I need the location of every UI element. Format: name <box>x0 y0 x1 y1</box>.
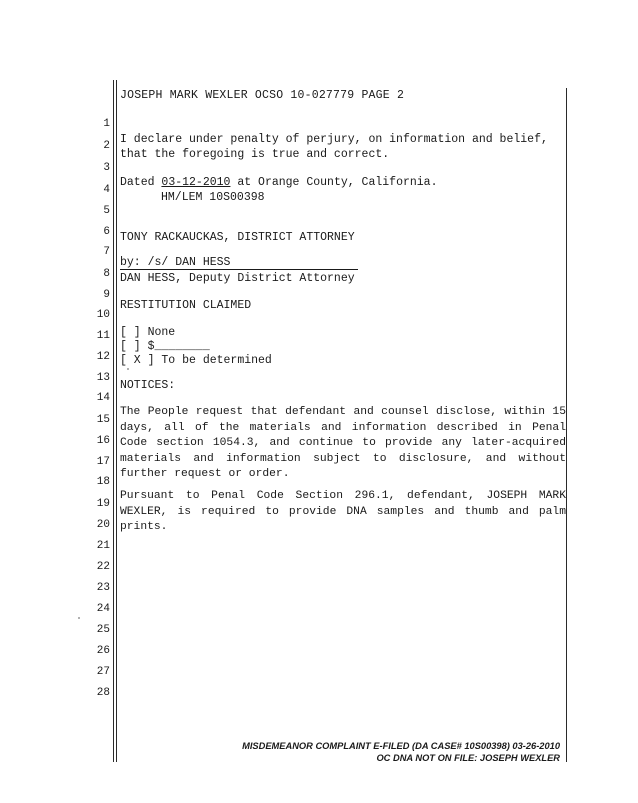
signature-line <box>120 269 358 270</box>
line-number: 7 <box>103 246 110 258</box>
footer-filing-line: MISDEMEANOR COMPLAINT E-FILED (DA CASE# 10S00398) 03-26-2010 <box>242 741 560 751</box>
dated-date: 03-12-2010 <box>161 176 231 189</box>
line-number: 26 <box>96 645 110 657</box>
scan-speck <box>78 617 80 619</box>
line-number: 14 <box>96 392 110 404</box>
line-number: 23 <box>96 582 110 594</box>
dated-suffix: at Orange County, California. <box>230 176 438 189</box>
line-number: 25 <box>96 624 110 636</box>
line-number: 11 <box>96 330 110 342</box>
line-number: 13 <box>96 372 110 384</box>
line-number: 16 <box>96 435 110 447</box>
footer-dna-line: OC DNA NOT ON FILE: JOSEPH WEXLER <box>376 753 560 763</box>
line-number: 15 <box>96 414 110 426</box>
line-number: 9 <box>103 289 110 301</box>
notices-heading: NOTICES: <box>120 379 176 392</box>
line-number: 8 <box>103 268 110 280</box>
line-number: 20 <box>96 519 110 531</box>
restitution-option-amount: [ ] $________ <box>120 340 210 353</box>
line-number: 2 <box>103 140 110 152</box>
notices-paragraph-1: The People request that defendant and counsel disclose, within 15 days, all of the materials and information described in Penal Code section 1054.3, and continue to provide any later-acquired materials and information subject to disclosure, and without further request or order. <box>120 406 566 480</box>
line-number: 21 <box>96 540 110 552</box>
line-number: 1 <box>103 118 110 130</box>
signature-by: by: /s/ DAN HESS <box>120 256 231 269</box>
line-number: 18 <box>96 476 110 488</box>
signature-name: DAN HESS, Deputy District Attorney <box>120 272 355 285</box>
district-attorney: TONY RACKAUCKAS, DISTRICT ATTORNEY <box>120 231 355 244</box>
declaration-line-2: that the foregoing is true and correct. <box>120 148 390 161</box>
line-number: 24 <box>96 603 110 615</box>
left-margin-line-outer <box>113 80 114 762</box>
line-number: 4 <box>103 184 110 196</box>
dated-prefix: Dated <box>120 176 162 189</box>
line-number: 17 <box>96 456 110 468</box>
line-number: 19 <box>96 498 110 510</box>
dated-line <box>120 176 437 190</box>
scan-speck <box>127 368 129 370</box>
restitution-option-tbd: [ X ] To be determined <box>120 354 272 367</box>
left-margin-line-inner <box>116 80 117 762</box>
line-number: 5 <box>103 205 110 217</box>
line-number: 3 <box>103 162 110 174</box>
line-number: 27 <box>96 666 110 678</box>
restitution-option-none: [ ] None <box>120 326 176 339</box>
line-number: 10 <box>96 309 110 321</box>
restitution-heading: RESTITUTION CLAIMED <box>120 299 252 312</box>
notices-paragraph-2: Pursuant to Penal Code Section 296.1, defendant, JOSEPH MARK WEXLER, is required to provide DNA samples and thumb and palm prints. <box>120 490 566 533</box>
right-margin-line <box>566 88 567 762</box>
page-header: JOSEPH MARK WEXLER OCSO 10-027779 PAGE 2 <box>120 89 405 102</box>
line-number: 6 <box>103 226 110 238</box>
line-number: 22 <box>96 561 110 573</box>
case-codes: HM/LEM 10S00398 <box>161 191 265 204</box>
declaration-line-1: I declare under penalty of perjury, on information and belief, <box>120 133 548 146</box>
line-number: 28 <box>96 687 110 699</box>
line-number: 12 <box>96 351 110 363</box>
